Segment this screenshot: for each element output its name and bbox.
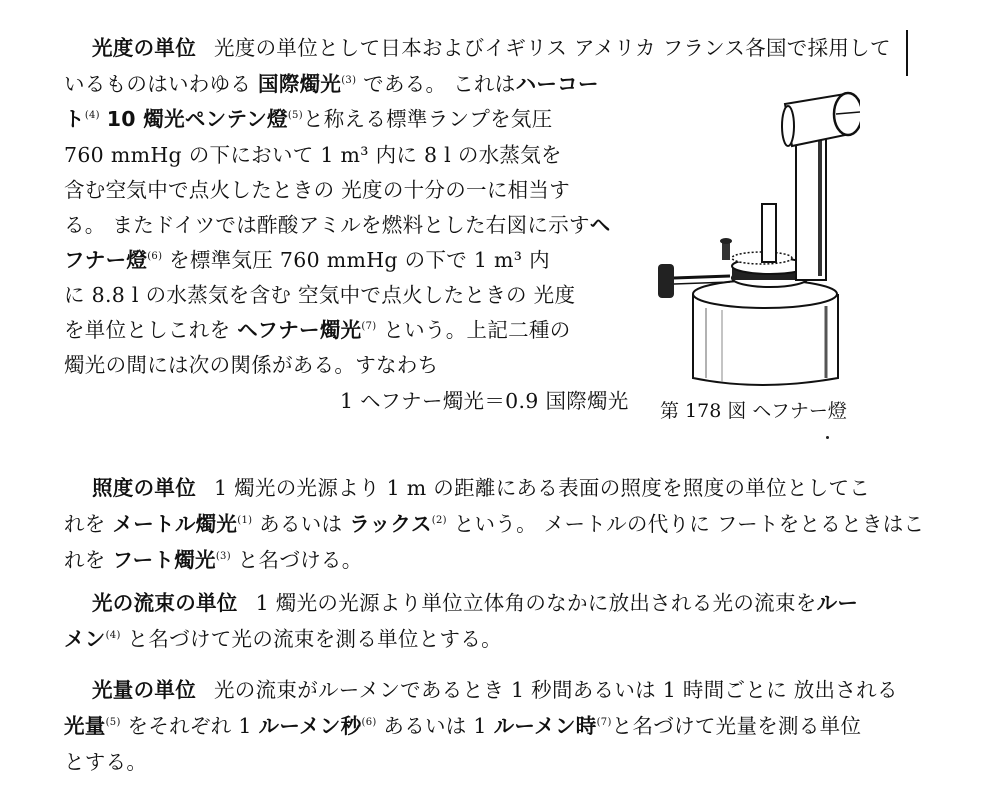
footnote-ref: (5) (105, 717, 121, 728)
speck (826, 436, 829, 439)
term-lumen-hour: ルーメン時 (493, 714, 597, 738)
footnote-ref: (7) (361, 321, 377, 332)
text: を標準気圧 760 mmHg の下で 1 m³ 内 (169, 248, 550, 272)
footnote-ref: (7) (596, 717, 612, 728)
text: と名づけて光の流束を測る単位とする。 (127, 627, 502, 651)
p1-line-3 (64, 105, 553, 133)
term-hefner-start: ヘ (589, 213, 611, 237)
text: と名づける。 (237, 548, 363, 572)
section-heading-illuminance: 照度の単位 (92, 476, 196, 500)
text: を単位としこれを (64, 318, 231, 342)
p4-line-1 (92, 676, 898, 704)
p2-line-1 (92, 474, 870, 502)
margin-mark (906, 30, 908, 76)
text: と名づけて光量を測る単位 (611, 714, 862, 738)
p1-line-10: 燭光の間には次の関係がある。すなわち (64, 353, 439, 377)
term-harcourt-end: ト (64, 107, 85, 131)
p1-line-1 (92, 34, 891, 62)
p1-line-9 (64, 316, 571, 344)
text: である。 これは (363, 72, 516, 96)
text: 1 燭光の光源より 1 m の距離にある表面の照度を照度の単位としてこ (214, 476, 871, 500)
text: る。 またドイツでは酢酸アミルを燃料とした右図に示す (64, 213, 590, 237)
p3-line-2 (64, 625, 502, 653)
footnote-ref: (4) (84, 110, 100, 121)
term-international-candle: 国際燭光 (258, 72, 342, 96)
text: あるいは 1 (383, 714, 487, 738)
text: あるいは (259, 512, 343, 536)
footnote-ref: (6) (361, 717, 377, 728)
term-pentane-lamp: 10 燭光ペンテン燈 (106, 107, 288, 131)
footnote-ref: (3) (215, 551, 231, 562)
text: 光の流束がルーメンであるとき 1 秒間あるいは 1 時間ごとに 放出される (214, 678, 898, 702)
p3-line-1 (92, 589, 858, 617)
section-heading-luminous-flux: 光の流束の単位 (92, 591, 238, 615)
term-foot-candle: フート燭光 (112, 548, 216, 572)
text: という。上記二種の (383, 318, 571, 342)
footnote-ref: (6) (147, 251, 163, 262)
p2-line-3 (64, 546, 363, 574)
term-lumen-second: ルーメン秒 (258, 714, 362, 738)
term-harcourt: ハーコー (515, 72, 599, 96)
p1-line-4: 760 mmHg の下において 1 m³ 内に 8 l の水蒸気を (64, 143, 562, 167)
term-quantity-of-light: 光量 (64, 714, 106, 738)
p1-line-2 (64, 70, 599, 98)
text: という。 メートルの代りに フートをとるときはこ (453, 512, 925, 536)
hefner-lamp-illustration (630, 86, 860, 386)
term-meter-candle: メートル燭光 (112, 512, 238, 536)
footnote-ref: (5) (287, 110, 303, 121)
text: と称える標準ランプを気圧 (302, 107, 553, 131)
p2-line-2 (64, 510, 924, 538)
text: れを (64, 512, 106, 536)
figure-caption: 第 178 図 ヘフナー燈 (660, 400, 847, 422)
p1-line-5: 含む空気中で点火したときの 光度の十分の一に相当す (64, 178, 571, 202)
text: をそれぞれ 1 (127, 714, 252, 738)
text: 1 燭光の光源より単位立体角のなかに放出される光の流束を (255, 591, 817, 615)
term-hefner-candle: ヘフナー燭光 (237, 318, 362, 342)
term-lux: ラックス (349, 512, 432, 536)
term-lumen-start: ルー (816, 591, 859, 615)
text: いるものはいわゆる (64, 72, 252, 96)
section-heading-luminous-intensity: 光度の単位 (92, 36, 196, 60)
footnote-ref: (1) (237, 515, 253, 526)
p1-line-8: に 8.8 l の水蒸気を含む 空気中で点火したときの 光度 (64, 283, 576, 307)
term-lumen-end: メン (64, 627, 106, 651)
text: れを (64, 548, 106, 572)
equation: 1 ヘフナー燭光＝0.9 国際燭光 (340, 389, 629, 413)
text: 光度の単位として日本およびイギリス アメリカ フランス各国で採用して (214, 36, 891, 60)
p1-line-6 (64, 211, 611, 239)
section-heading-quantity-of-light: 光量の単位 (92, 678, 196, 702)
p1-line-7 (64, 246, 550, 274)
p4-line-3: とする。 (64, 750, 148, 774)
term-hefner-lamp: フナー燈 (64, 248, 148, 272)
p4-line-2 (64, 712, 861, 740)
footnote-ref: (3) (341, 75, 357, 86)
footnote-ref: (4) (105, 630, 121, 641)
footnote-ref: (2) (431, 515, 447, 526)
